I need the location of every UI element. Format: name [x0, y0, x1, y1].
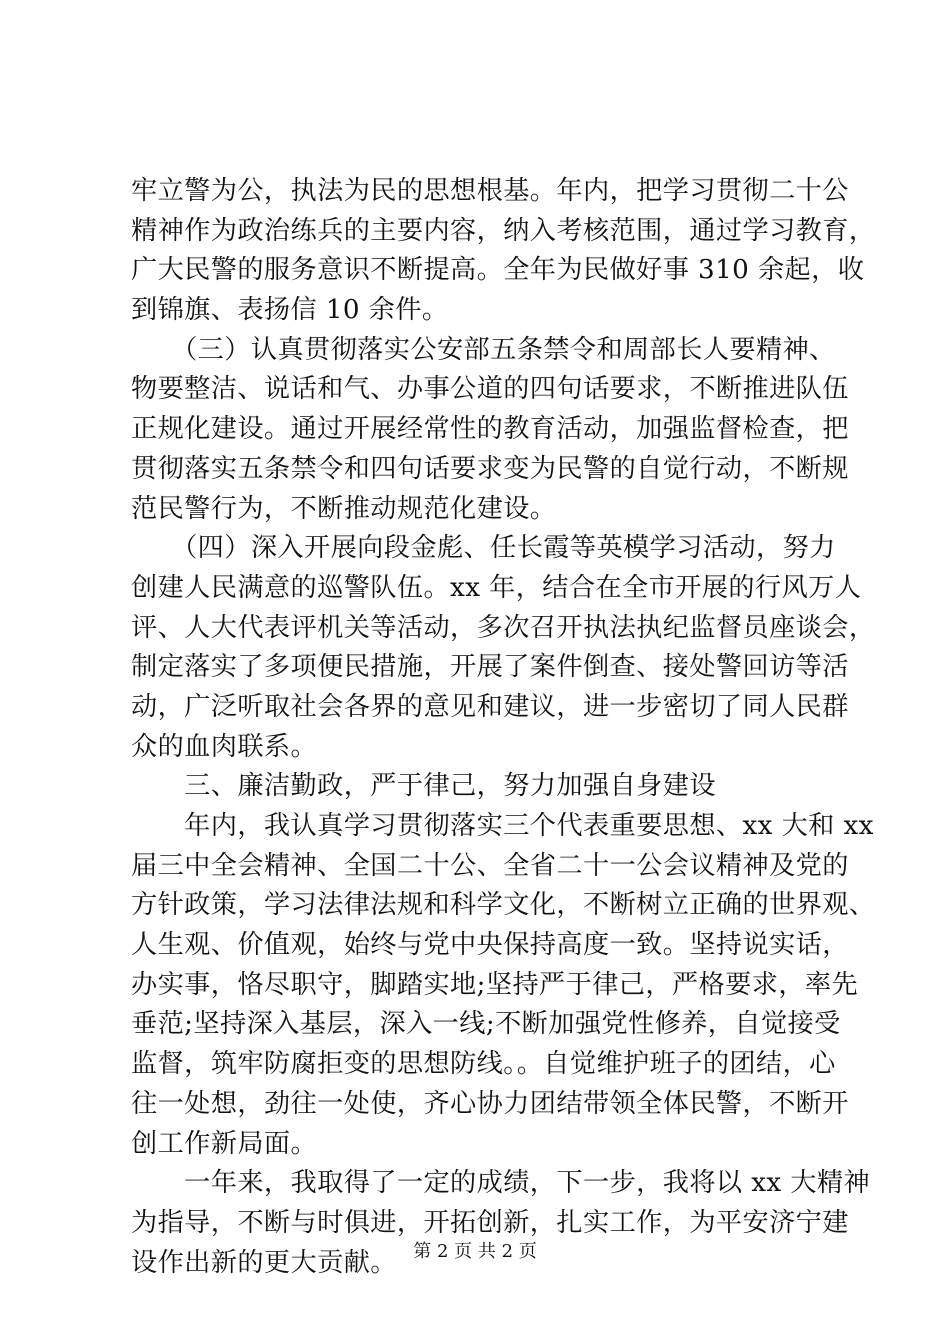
text-line: 牢立警为公，执法为民的思想根基。年内，把学习贯彻二十公: [131, 176, 849, 206]
text-line: 到锦旗、表扬信 10 余件。: [131, 295, 449, 326]
text-line: （三）认真贯彻落实公安部五条禁令和周部长人要精神、: [131, 334, 836, 365]
text-line: 广大民警的服务意识不断提高。全年为民做好事 310 余起，收: [131, 255, 865, 286]
text-line: 设作出新的更大贡献。: [131, 1247, 397, 1278]
text-line: 一年来，我取得了一定的成绩，下一步，我将以 xx 大精神: [131, 1168, 871, 1199]
text-line: 人生观、价值观，始终与党中央保持高度一致。坚持说实话，: [131, 930, 849, 961]
text-line: （四）深入开展向段金彪、任长霞等英模学习活动，努力: [131, 533, 836, 564]
text-line: 办实事，恪尽职守，脚踏实地;坚持严于律己，严格要求，率先: [131, 969, 859, 1000]
text-line: 监督，筑牢防腐拒变的思想防线。。自觉维护班子的团结，心: [131, 1049, 836, 1080]
text-line: 动，广泛听取社会各界的意见和建议，进一步密切了同人民群: [131, 691, 849, 722]
text-line: 贯彻落实五条禁令和四句话要求变为民警的自觉行动，不断规: [131, 453, 849, 484]
text-line: 范民警行为，不断推动规范化建设。: [131, 493, 557, 524]
text-line: 评、人大代表评机关等活动，多次召开执法执纪监督员座谈会，: [131, 612, 876, 643]
text-line: 三、廉洁勤政，严于律己，努力加强自身建设: [131, 771, 716, 802]
text-line: 方针政策，学习法律法规和科学文化，不断树立正确的世界观、: [131, 890, 876, 921]
text-line: 为指导，不断与时俱进，开拓创新，扎实工作，为平安济宁建: [131, 1207, 849, 1238]
text-line: 精神作为政治练兵的主要内容，纳入考核范围，通过学习教育，: [131, 215, 876, 246]
page-footer: 第 2 页 共 2 页: [413, 1241, 537, 1262]
text-line: 物要整洁、说话和气、办事公道的四句话要求，不断推进队伍: [131, 374, 849, 405]
text-line: 创建人民满意的巡警队伍。xx 年，结合在全市开展的行风万人: [131, 572, 862, 603]
text-line: 创工作新局面。: [131, 1128, 318, 1159]
document-body: [131, 172, 876, 1283]
text-line: 众的血肉联系。: [131, 731, 318, 762]
text-line: 往一处想，劲往一处使，齐心协力团结带领全体民警，不断开: [131, 1088, 849, 1119]
text-line: 制定落实了多项便民措施，开展了案件倒查、接处警回访等活: [131, 652, 849, 683]
text-line: 垂范;坚持深入基层，深入一线;不断加强党性修养，自觉接受: [131, 1009, 841, 1040]
text-line: 届三中全会精神、全国二十公、全省二十一公会议精神及党的: [131, 850, 849, 881]
text-line: 正规化建设。通过开展经常性的教育活动，加强监督检查，把: [131, 414, 849, 445]
text-line: 年内，我认真学习贯彻落实三个代表重要思想、xx 大和 xx: [131, 811, 874, 841]
